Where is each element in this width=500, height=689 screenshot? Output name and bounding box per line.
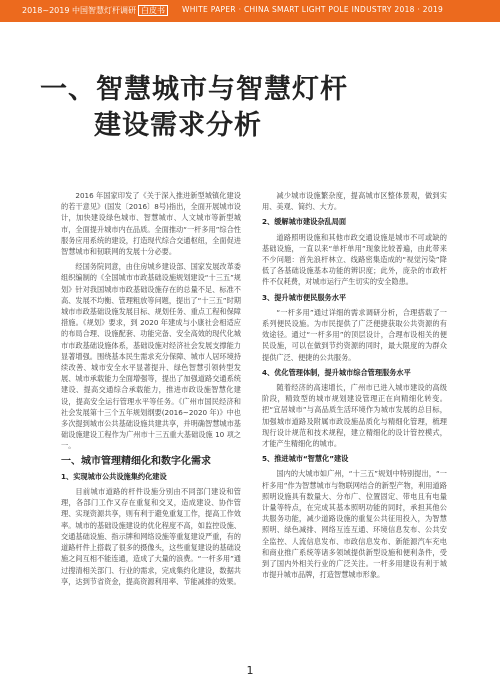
header-bar [0, 0, 500, 22]
header-left [22, 5, 168, 16]
subheading-1: 1、实现城市公共设施集约化建设 [61, 471, 167, 481]
section-heading: 一、城市管理精细化和数字化需求 [61, 455, 211, 467]
right-paragraph-3: “一杆多用”通过详细的需求调研分析，合理搭载了一系列便民设施。为市民提供了广泛便捷获取公共资源的有效途径。通过“一杆多用”的顶层设计，合理布设相关的便民设施，可以在做到节约资源的同时，最大限度的为群众提供广泛、便捷的公共服务。 [262, 307, 447, 362]
header-right-text: WHITE PAPER · CHINA SMART LIGHT POLE INDUSTRY 2018 · 2019 [182, 5, 444, 14]
header-badge: 白皮书 [138, 5, 168, 16]
left-paragraph-2: 经国务院同意，由住房城乡建设部、国家发展改革委组织编制的《全国城市市政基础设施规划建设“十三五”规划》针对我国城市市政基础设施存在的总量不足、标准不高、发展不均衡、管理粗放等问题，提出了“十三五”时期城市市政基础设施发展目标、规划任务、重点工程和保障措施。《规划》要求，到 2020 年建成与小康社会相适应的布局合理、设施配套、功能完备、安全高效的现代化城市市政基础设施体系，基础设施对经济社会发展支撑能力显著增强。围绕基本民生需求充分保障、城市人居环境持续改善、城市安全水平显著提升、绿色智慧引领转型发展、城市承载能力全面增强等，提出了加强道路交通系统建设、提高交通综合承载能力，推进市政设施智慧化建设，提高安全运行管理水平等任务。《广州市国民经济和社会发展第十三个五年规划纲要(2016~2020 年)》中也多次提到城市公共基础设施共建共享，并明确智慧城市基础设施建设工程作为广州市十三五重大基础设施 10 项之一。 [61, 262, 241, 451]
left-paragraph-1: 2016 年国家印发了《关于深入推进新型城镇化建设的若干意见》(国发〔2016〕8号)指出，全面开展城市设计，加快建设绿色城市、智慧城市、人文城市等新型城市，全面提升城市内在品质。全面推动“一杆多用”综合性服务应用系统的建设，打造现代综合交通枢纽，全面促进智慧城市和韧联网的发展十分必要。 [61, 191, 241, 257]
subheading-4: 4、优化管理体制，提升城市综合管理服务水平 [262, 367, 411, 377]
right-paragraph-5: 国内的大城市如广州，“十三五”规划中特别提出，“一杆多用”作为智慧城市与物联网结合的新型产物，利用道路照明设施具有数量大、分布广、位置固定、带电且有电量计量等特点，在完成其基本照明功能的同时，承担其他公共服务功能，减少道路设施的重复公共征用投入，为智慧照明、绿色减排、网络互连互通、环境信息发布、公共安全监控、人流信息发布、市政信息发布、新能源汽车充电和商业推广系统等诸多领域提供新型设施和便利条件，受到了国内外相关行业的广泛关注。一杆多用建设有利于城市提升城市品牌，打造智慧城市形象。 [262, 469, 447, 580]
page-title [40, 72, 348, 144]
right-paragraph-1: 减少城市设施繁杂度，提高城市区整体景观，做到实用、美观、简约、大方。 [262, 191, 447, 212]
subheading-5: 5、推进城市“智慧化”建设 [262, 454, 349, 464]
right-paragraph-4: 随着经济的高速增长，广州市已进入城市建设的高级阶段，精致型的城市规划建设管理正在向精细化转变。把“宜居城市”与高品质生活环境作为城市发展的总目标，加强城市道路及附属市政设施品质化与精细化管理，梳理现行设计规范和技术规程，建立精细化的设计管控模式，才能产生精细化的城市。 [262, 383, 447, 449]
left-paragraph-3: 目前城市道路的杆件设施分别由不同部门建设和管理，各部门工作又存在重复和交叉，造成建设、协作管理、实现资源共享，则有利于避免重复工作，提高工作效率。城市的基础设施建设的优化程度不高，如监控设施、交通基础设施、指示牌和网络设施等重复建设严重，有的道路杆件上搭载了很多的摄像头，这些重复建设的基础设施之间互相不能连通，造成了大量的浪费。“一杆多用”通过搜清相关部门、行业的需求，完成集约化建设，数据共享，达到节省资金，提高资源利用率、节能减排的效果。 [61, 487, 241, 586]
page-number: 1 [246, 664, 254, 677]
title-line-1: 一、智慧城市与智慧灯杆 [40, 74, 348, 105]
header-left-text: 2018~2019 中国智慧灯杆调研 [22, 6, 136, 15]
right-paragraph-2: 道路照明设施和其他市政交通设施是城市不可或缺的基础设施，一直以来“单杆单用”现象比较普遍，由此带来不少问题：首先浪杆林立、线路密集造成的“视觉污染”降低了各基础设施基本功能的辨识度；此外，庞杂的市政杆件不仅耗费，对城市运行产生切实的安全隐患。 [262, 232, 447, 287]
title-line-2: 建设需求分析 [94, 110, 262, 141]
subheading-2: 2、缓解城市建设杂乱局面 [262, 217, 347, 227]
left-column [61, 190, 241, 591]
right-column [262, 190, 447, 585]
subheading-3: 3、提升城市便民服务水平 [262, 292, 347, 302]
